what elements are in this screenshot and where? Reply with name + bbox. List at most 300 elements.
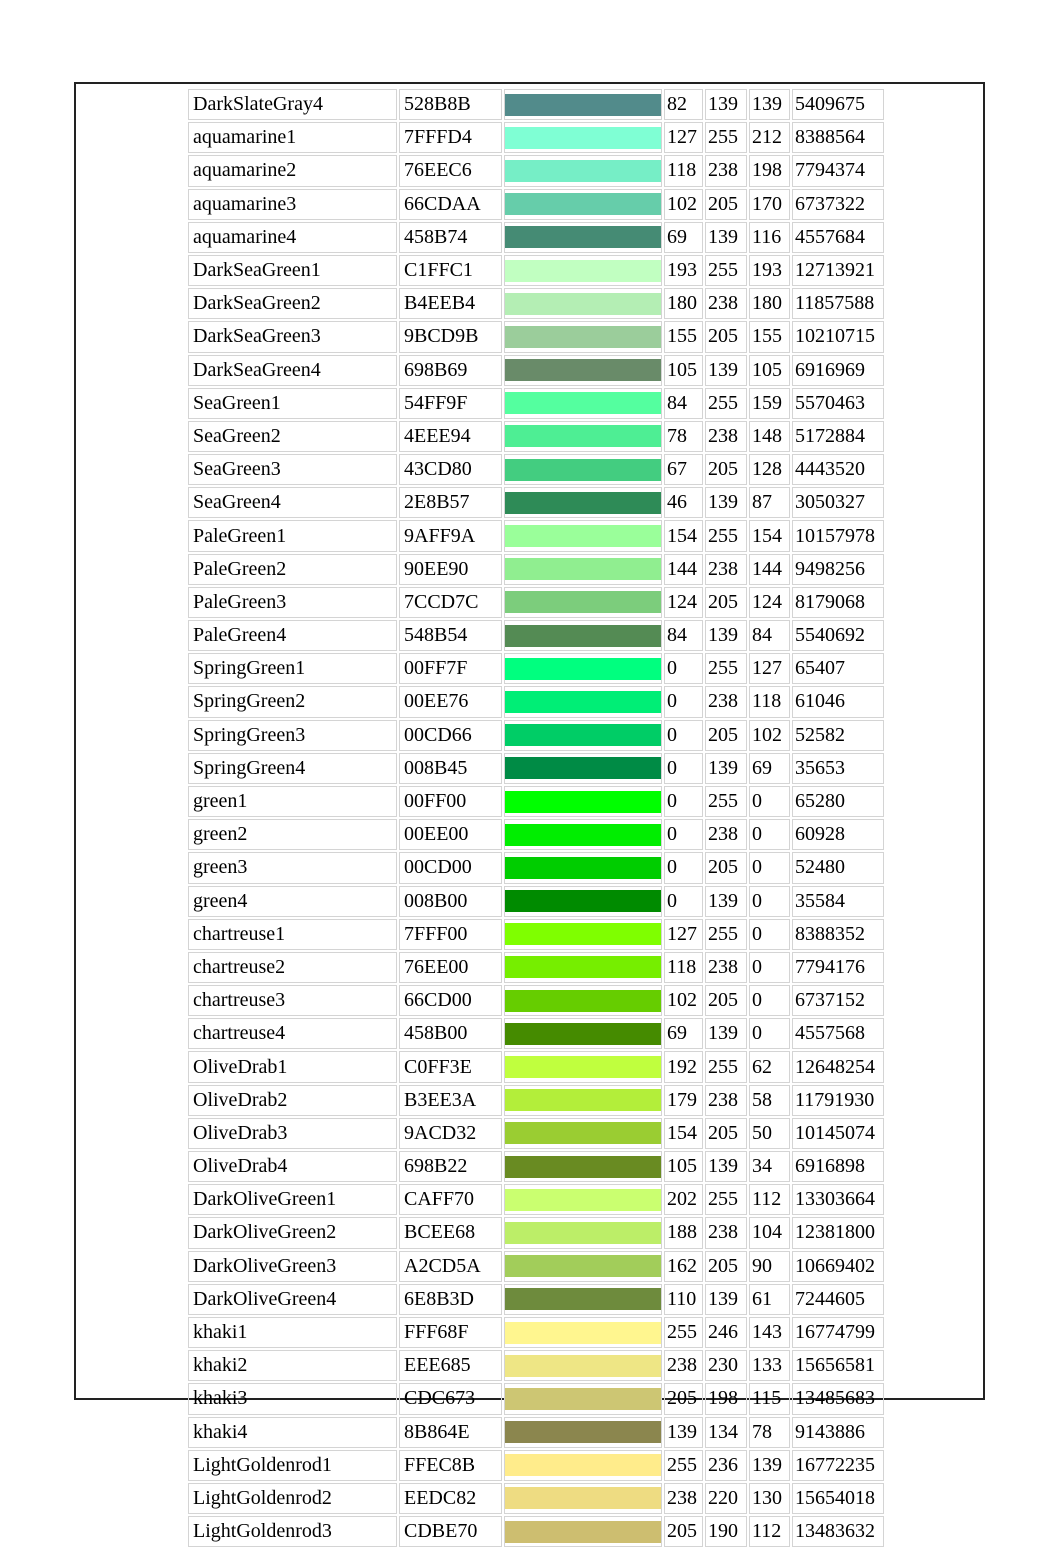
table-row [188, 222, 884, 253]
swatch-cell [504, 1018, 662, 1049]
color-name-cell: green3 [188, 852, 397, 883]
swatch-cell [504, 1383, 662, 1414]
color-name-cell: chartreuse4 [188, 1018, 397, 1049]
color-swatch [505, 1122, 661, 1144]
integer-value-cell: 13483632 [792, 1516, 884, 1547]
red-value-cell: 139 [664, 1417, 703, 1448]
integer-value-cell: 5172884 [792, 421, 884, 452]
table-row [188, 421, 884, 452]
color-swatch [505, 492, 661, 514]
red-value-cell: 188 [664, 1217, 703, 1248]
integer-value-cell: 35653 [792, 753, 884, 784]
color-name-cell: DarkSeaGreen3 [188, 321, 397, 352]
table-row [188, 89, 884, 120]
color-name-cell: SpringGreen3 [188, 720, 397, 751]
blue-value-cell: 0 [749, 852, 790, 883]
red-value-cell: 102 [664, 189, 703, 220]
green-value-cell: 255 [705, 520, 747, 551]
color-name-cell: chartreuse1 [188, 919, 397, 950]
green-value-cell: 238 [705, 155, 747, 186]
table-row [188, 1317, 884, 1348]
swatch-cell [504, 819, 662, 850]
color-swatch [505, 425, 661, 447]
color-name-cell: chartreuse2 [188, 952, 397, 983]
swatch-cell [504, 554, 662, 585]
red-value-cell: 255 [664, 1450, 703, 1481]
color-swatch [505, 226, 661, 248]
blue-value-cell: 180 [749, 288, 790, 319]
swatch-cell [504, 1051, 662, 1082]
color-name-cell: DarkOliveGreen1 [188, 1184, 397, 1215]
table-row [188, 554, 884, 585]
swatch-cell [504, 89, 662, 120]
red-value-cell: 110 [664, 1284, 703, 1315]
green-value-cell: 238 [705, 421, 747, 452]
hex-code-cell: 00CD00 [399, 852, 502, 883]
table-row [188, 985, 884, 1016]
blue-value-cell: 0 [749, 786, 790, 817]
red-value-cell: 69 [664, 222, 703, 253]
blue-value-cell: 0 [749, 952, 790, 983]
integer-value-cell: 12381800 [792, 1217, 884, 1248]
color-swatch [505, 1089, 661, 1111]
swatch-cell [504, 520, 662, 551]
swatch-cell [504, 753, 662, 784]
color-name-cell: aquamarine1 [188, 122, 397, 153]
green-value-cell: 236 [705, 1450, 747, 1481]
hex-code-cell: 00FF7F [399, 653, 502, 684]
blue-value-cell: 0 [749, 819, 790, 850]
swatch-cell [504, 686, 662, 717]
hex-code-cell: 8B864E [399, 1417, 502, 1448]
swatch-cell [504, 288, 662, 319]
color-name-cell: khaki1 [188, 1317, 397, 1348]
color-swatch [505, 293, 661, 315]
green-value-cell: 255 [705, 786, 747, 817]
table-row [188, 1516, 884, 1547]
red-value-cell: 0 [664, 720, 703, 751]
swatch-cell [504, 1417, 662, 1448]
table-row [188, 520, 884, 551]
blue-value-cell: 104 [749, 1217, 790, 1248]
swatch-cell [504, 155, 662, 186]
table-row [188, 786, 884, 817]
hex-code-cell: 7FFF00 [399, 919, 502, 950]
red-value-cell: 118 [664, 155, 703, 186]
hex-code-cell: 458B74 [399, 222, 502, 253]
red-value-cell: 0 [664, 786, 703, 817]
color-name-cell: DarkSlateGray4 [188, 89, 397, 120]
table-row [188, 620, 884, 651]
red-value-cell: 155 [664, 321, 703, 352]
color-name-cell: DarkOliveGreen3 [188, 1251, 397, 1282]
swatch-cell [504, 388, 662, 419]
hex-code-cell: 9AFF9A [399, 520, 502, 551]
hex-code-cell: C0FF3E [399, 1051, 502, 1082]
blue-value-cell: 58 [749, 1085, 790, 1116]
integer-value-cell: 5570463 [792, 388, 884, 419]
integer-value-cell: 60928 [792, 819, 884, 850]
red-value-cell: 205 [664, 1383, 703, 1414]
color-swatch [505, 1255, 661, 1277]
color-name-cell: khaki3 [188, 1383, 397, 1414]
hex-code-cell: 00EE76 [399, 686, 502, 717]
color-name-cell: DarkOliveGreen4 [188, 1284, 397, 1315]
table-row [188, 1450, 884, 1481]
green-value-cell: 255 [705, 1184, 747, 1215]
color-swatch [505, 160, 661, 182]
hex-code-cell: 6E8B3D [399, 1284, 502, 1315]
hex-code-cell: 698B69 [399, 355, 502, 386]
swatch-cell [504, 1217, 662, 1248]
color-name-cell: SpringGreen4 [188, 753, 397, 784]
color-table [186, 87, 886, 1549]
color-name-cell: PaleGreen4 [188, 620, 397, 651]
table-row [188, 852, 884, 883]
red-value-cell: 162 [664, 1251, 703, 1282]
blue-value-cell: 155 [749, 321, 790, 352]
color-name-cell: SeaGreen4 [188, 487, 397, 518]
integer-value-cell: 4557684 [792, 222, 884, 253]
color-swatch [505, 459, 661, 481]
blue-value-cell: 84 [749, 620, 790, 651]
integer-value-cell: 10210715 [792, 321, 884, 352]
color-name-cell: aquamarine4 [188, 222, 397, 253]
color-name-cell: aquamarine3 [188, 189, 397, 220]
red-value-cell: 255 [664, 1317, 703, 1348]
color-name-cell: OliveDrab1 [188, 1051, 397, 1082]
red-value-cell: 180 [664, 288, 703, 319]
table-row [188, 720, 884, 751]
red-value-cell: 193 [664, 255, 703, 286]
hex-code-cell: 66CDAA [399, 189, 502, 220]
color-swatch [505, 193, 661, 215]
red-value-cell: 105 [664, 355, 703, 386]
red-value-cell: 84 [664, 620, 703, 651]
blue-value-cell: 90 [749, 1251, 790, 1282]
hex-code-cell: 43CD80 [399, 454, 502, 485]
integer-value-cell: 7794176 [792, 952, 884, 983]
color-swatch [505, 127, 661, 149]
color-swatch [505, 724, 661, 746]
integer-value-cell: 12648254 [792, 1051, 884, 1082]
color-swatch [505, 890, 661, 912]
blue-value-cell: 170 [749, 189, 790, 220]
table-row [188, 1417, 884, 1448]
green-value-cell: 205 [705, 720, 747, 751]
swatch-cell [504, 852, 662, 883]
hex-code-cell: FFF68F [399, 1317, 502, 1348]
red-value-cell: 102 [664, 985, 703, 1016]
hex-code-cell: 528B8B [399, 89, 502, 120]
color-swatch [505, 923, 661, 945]
integer-value-cell: 52480 [792, 852, 884, 883]
color-swatch [505, 956, 661, 978]
green-value-cell: 255 [705, 388, 747, 419]
swatch-cell [504, 786, 662, 817]
hex-code-cell: 4EEE94 [399, 421, 502, 452]
table-row [188, 155, 884, 186]
table-row [188, 587, 884, 618]
hex-code-cell: 9ACD32 [399, 1118, 502, 1149]
color-swatch [505, 857, 661, 879]
color-swatch [505, 757, 661, 779]
integer-value-cell: 13485683 [792, 1383, 884, 1414]
red-value-cell: 82 [664, 89, 703, 120]
red-value-cell: 192 [664, 1051, 703, 1082]
color-name-cell: LightGoldenrod3 [188, 1516, 397, 1547]
color-swatch [505, 1189, 661, 1211]
swatch-cell [504, 355, 662, 386]
integer-value-cell: 10669402 [792, 1251, 884, 1282]
integer-value-cell: 16772235 [792, 1450, 884, 1481]
hex-code-cell: A2CD5A [399, 1251, 502, 1282]
color-name-cell: LightGoldenrod1 [188, 1450, 397, 1481]
color-name-cell: SeaGreen3 [188, 454, 397, 485]
hex-code-cell: 00FF00 [399, 786, 502, 817]
hex-code-cell: 008B45 [399, 753, 502, 784]
hex-code-cell: 548B54 [399, 620, 502, 651]
green-value-cell: 139 [705, 355, 747, 386]
hex-code-cell: 7FFFD4 [399, 122, 502, 153]
integer-value-cell: 52582 [792, 720, 884, 751]
color-swatch [505, 1355, 661, 1377]
table-row [188, 1018, 884, 1049]
green-value-cell: 139 [705, 222, 747, 253]
blue-value-cell: 69 [749, 753, 790, 784]
blue-value-cell: 143 [749, 1317, 790, 1348]
red-value-cell: 238 [664, 1350, 703, 1381]
red-value-cell: 118 [664, 952, 703, 983]
integer-value-cell: 4557568 [792, 1018, 884, 1049]
integer-value-cell: 8388352 [792, 919, 884, 950]
green-value-cell: 139 [705, 1151, 747, 1182]
hex-code-cell: 2E8B57 [399, 487, 502, 518]
table-row [188, 686, 884, 717]
hex-code-cell: FFEC8B [399, 1450, 502, 1481]
color-name-cell: DarkSeaGreen1 [188, 255, 397, 286]
swatch-cell [504, 1118, 662, 1149]
green-value-cell: 139 [705, 1018, 747, 1049]
red-value-cell: 154 [664, 520, 703, 551]
integer-value-cell: 5540692 [792, 620, 884, 651]
green-value-cell: 255 [705, 1051, 747, 1082]
color-swatch [505, 1056, 661, 1078]
blue-value-cell: 34 [749, 1151, 790, 1182]
green-value-cell: 230 [705, 1350, 747, 1381]
blue-value-cell: 212 [749, 122, 790, 153]
table-row [188, 321, 884, 352]
green-value-cell: 238 [705, 1217, 747, 1248]
table-row [188, 355, 884, 386]
swatch-cell [504, 1350, 662, 1381]
color-name-cell: SeaGreen1 [188, 388, 397, 419]
red-value-cell: 124 [664, 587, 703, 618]
blue-value-cell: 105 [749, 355, 790, 386]
swatch-cell [504, 1184, 662, 1215]
blue-value-cell: 115 [749, 1383, 790, 1414]
table-row [188, 819, 884, 850]
green-value-cell: 190 [705, 1516, 747, 1547]
blue-value-cell: 112 [749, 1516, 790, 1547]
red-value-cell: 0 [664, 819, 703, 850]
red-value-cell: 78 [664, 421, 703, 452]
swatch-cell [504, 1483, 662, 1514]
blue-value-cell: 193 [749, 255, 790, 286]
table-row [188, 1151, 884, 1182]
swatch-cell [504, 1450, 662, 1481]
swatch-cell [504, 454, 662, 485]
blue-value-cell: 148 [749, 421, 790, 452]
color-swatch [505, 658, 661, 680]
green-value-cell: 134 [705, 1417, 747, 1448]
color-swatch [505, 1023, 661, 1045]
green-value-cell: 238 [705, 288, 747, 319]
red-value-cell: 127 [664, 122, 703, 153]
table-row [188, 454, 884, 485]
blue-value-cell: 116 [749, 222, 790, 253]
integer-value-cell: 8179068 [792, 587, 884, 618]
integer-value-cell: 4443520 [792, 454, 884, 485]
swatch-cell [504, 653, 662, 684]
green-value-cell: 238 [705, 819, 747, 850]
hex-code-cell: 008B00 [399, 886, 502, 917]
color-name-cell: green2 [188, 819, 397, 850]
integer-value-cell: 13303664 [792, 1184, 884, 1215]
green-value-cell: 139 [705, 886, 747, 917]
red-value-cell: 205 [664, 1516, 703, 1547]
color-name-cell: chartreuse3 [188, 985, 397, 1016]
green-value-cell: 205 [705, 1251, 747, 1282]
table-row [188, 952, 884, 983]
integer-value-cell: 35584 [792, 886, 884, 917]
blue-value-cell: 124 [749, 587, 790, 618]
blue-value-cell: 61 [749, 1284, 790, 1315]
color-swatch [505, 1454, 661, 1476]
green-value-cell: 205 [705, 454, 747, 485]
hex-code-cell: C1FFC1 [399, 255, 502, 286]
blue-value-cell: 112 [749, 1184, 790, 1215]
swatch-cell [504, 985, 662, 1016]
swatch-cell [504, 1151, 662, 1182]
blue-value-cell: 0 [749, 919, 790, 950]
integer-value-cell: 65407 [792, 653, 884, 684]
hex-code-cell: CDBE70 [399, 1516, 502, 1547]
red-value-cell: 127 [664, 919, 703, 950]
color-name-cell: khaki2 [188, 1350, 397, 1381]
hex-code-cell: 698B22 [399, 1151, 502, 1182]
swatch-cell [504, 1251, 662, 1282]
swatch-cell [504, 1284, 662, 1315]
red-value-cell: 46 [664, 487, 703, 518]
color-swatch [505, 1487, 661, 1509]
green-value-cell: 238 [705, 686, 747, 717]
color-swatch [505, 1288, 661, 1310]
red-value-cell: 202 [664, 1184, 703, 1215]
integer-value-cell: 10145074 [792, 1118, 884, 1149]
green-value-cell: 205 [705, 321, 747, 352]
red-value-cell: 0 [664, 653, 703, 684]
green-value-cell: 255 [705, 122, 747, 153]
red-value-cell: 154 [664, 1118, 703, 1149]
integer-value-cell: 11857588 [792, 288, 884, 319]
red-value-cell: 69 [664, 1018, 703, 1049]
table-row [188, 1383, 884, 1414]
color-name-cell: SpringGreen2 [188, 686, 397, 717]
color-name-cell: DarkSeaGreen2 [188, 288, 397, 319]
page-frame [74, 82, 985, 1543]
table-row [188, 189, 884, 220]
color-swatch [505, 1421, 661, 1443]
swatch-cell [504, 720, 662, 751]
color-swatch [505, 260, 661, 282]
color-name-cell: PaleGreen3 [188, 587, 397, 618]
color-swatch [505, 525, 661, 547]
green-value-cell: 205 [705, 1118, 747, 1149]
color-swatch [505, 1322, 661, 1344]
color-name-cell: SpringGreen1 [188, 653, 397, 684]
color-name-cell: LightGoldenrod2 [188, 1483, 397, 1514]
integer-value-cell: 9498256 [792, 554, 884, 585]
green-value-cell: 255 [705, 653, 747, 684]
green-value-cell: 139 [705, 487, 747, 518]
hex-code-cell: 9BCD9B [399, 321, 502, 352]
color-swatch [505, 691, 661, 713]
green-value-cell: 255 [705, 919, 747, 950]
red-value-cell: 105 [664, 1151, 703, 1182]
color-swatch [505, 1521, 661, 1543]
blue-value-cell: 144 [749, 554, 790, 585]
swatch-cell [504, 886, 662, 917]
blue-value-cell: 0 [749, 985, 790, 1016]
color-name-cell: OliveDrab4 [188, 1151, 397, 1182]
swatch-cell [504, 421, 662, 452]
color-name-cell: PaleGreen1 [188, 520, 397, 551]
table-row [188, 1483, 884, 1514]
integer-value-cell: 15654018 [792, 1483, 884, 1514]
color-name-cell: SeaGreen2 [188, 421, 397, 452]
hex-code-cell: 66CD00 [399, 985, 502, 1016]
table-row [188, 1118, 884, 1149]
color-name-cell: green1 [188, 786, 397, 817]
swatch-cell [504, 919, 662, 950]
hex-code-cell: CAFF70 [399, 1184, 502, 1215]
color-swatch [505, 359, 661, 381]
color-swatch [505, 824, 661, 846]
blue-value-cell: 0 [749, 886, 790, 917]
color-swatch [505, 94, 661, 116]
table-row [188, 1251, 884, 1282]
hex-code-cell: EEDC82 [399, 1483, 502, 1514]
table-row [188, 1184, 884, 1215]
green-value-cell: 139 [705, 753, 747, 784]
blue-value-cell: 62 [749, 1051, 790, 1082]
color-name-cell: OliveDrab2 [188, 1085, 397, 1116]
green-value-cell: 238 [705, 1085, 747, 1116]
blue-value-cell: 139 [749, 1450, 790, 1481]
green-value-cell: 205 [705, 985, 747, 1016]
color-name-cell: DarkOliveGreen2 [188, 1217, 397, 1248]
blue-value-cell: 159 [749, 388, 790, 419]
color-swatch [505, 591, 661, 613]
table-row [188, 122, 884, 153]
swatch-cell [504, 321, 662, 352]
red-value-cell: 67 [664, 454, 703, 485]
blue-value-cell: 78 [749, 1417, 790, 1448]
integer-value-cell: 65280 [792, 786, 884, 817]
color-name-cell: PaleGreen2 [188, 554, 397, 585]
integer-value-cell: 5409675 [792, 89, 884, 120]
